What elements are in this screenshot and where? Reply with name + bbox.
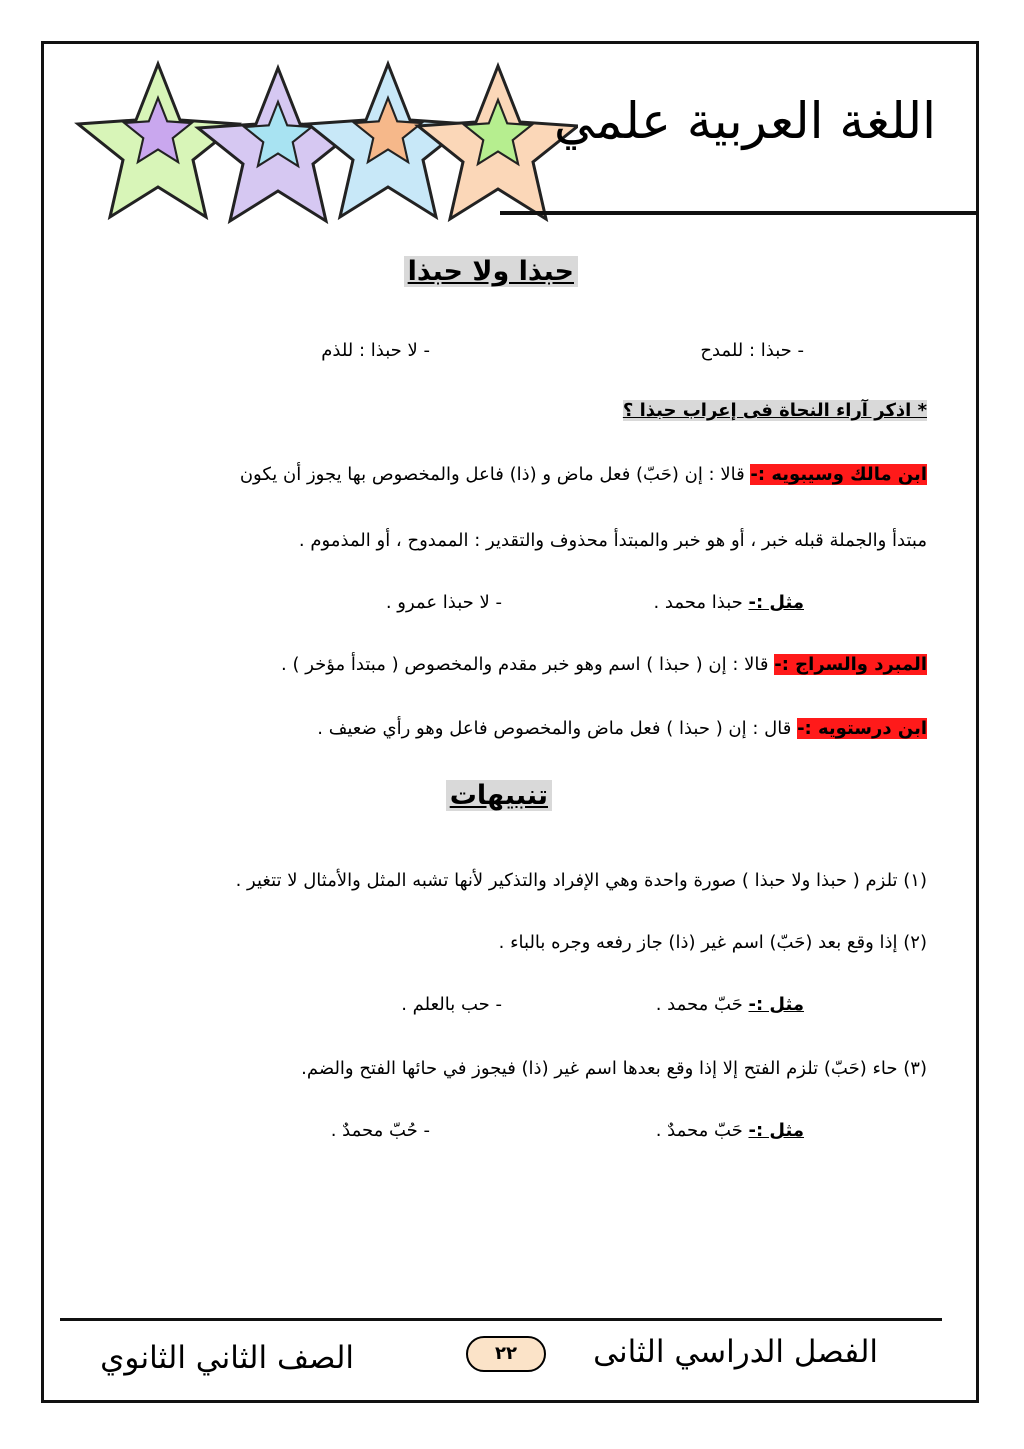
example-3b: - حُبّ محمدٌ . bbox=[330, 1120, 430, 1141]
stars-decoration bbox=[48, 52, 578, 232]
example-label: مثل :- bbox=[748, 1120, 804, 1141]
footer-divider bbox=[60, 1318, 942, 1321]
example-2b: - حب بالعلم . bbox=[401, 994, 502, 1015]
opinion-ibn-malik bbox=[240, 464, 927, 485]
praise-line: - حبذا : للمدح bbox=[700, 340, 804, 361]
section-heading: حبذا ولا حبذا bbox=[404, 256, 578, 287]
example-text: حَبّ محمدٌ . bbox=[655, 1120, 749, 1141]
question: * اذكر آراء النحاة فى إعراب حبذا ؟ bbox=[622, 400, 927, 421]
blame-line: - لا حبذا : للذم bbox=[321, 340, 430, 361]
opinion-text: قال : إن ( حبذا ) فعل ماض والمخصوص فاعل وهو رأي ضعيف . bbox=[317, 718, 798, 739]
opinion-label: ابن درستويه :- bbox=[797, 718, 927, 739]
note-1: (١) تلزم ( حبذا ولا حبذا ) صورة واحدة وهي الإفراد والتذكير لأنها تشبه المثل والأمثال لا تتغير . bbox=[235, 870, 927, 891]
opinion-label: المبرد والسراج :- bbox=[774, 654, 927, 675]
note-2: (٢) إذا وقع بعد (حَبّ) اسم غير (ذا) جاز رفعه وجره بالباء . bbox=[498, 932, 927, 953]
page-title: اللغة العربية علمي bbox=[553, 92, 936, 150]
opinion-ibn-durustawayh bbox=[317, 718, 927, 739]
page-number-badge: ٢٢ bbox=[466, 1336, 546, 1372]
grade-label: الصف الثاني الثانوي bbox=[100, 1340, 354, 1376]
example-label: مثل :- bbox=[748, 994, 804, 1015]
semester-label: الفصل الدراسي الثانى bbox=[593, 1334, 878, 1370]
opinion-ibn-malik-continued: مبتدأ والجملة قبله خبر ، أو هو خبر والمبتدأ محذوف والتقدير : الممدوح ، أو المذموم . bbox=[298, 530, 927, 551]
example-2a bbox=[656, 994, 804, 1015]
example-text: حبذا محمد . bbox=[653, 592, 749, 613]
example-label: مثل :- bbox=[748, 592, 804, 613]
example-3a bbox=[656, 1120, 804, 1141]
opinion-mubarrid bbox=[281, 654, 927, 675]
example-1a bbox=[653, 592, 804, 613]
opinion-text: قالا : إن (حَبّ) فعل ماض و (ذا) فاعل والمخصوص بها يجوز أن يكون bbox=[239, 464, 751, 485]
opinion-label: ابن مالك وسيبويه :- bbox=[750, 464, 927, 485]
opinion-text: قالا : إن ( حبذا ) اسم وهو خبر مقدم والمخصوص ( مبتدأ مؤخر ) . bbox=[281, 654, 775, 675]
example-1b: - لا حبذا عمرو . bbox=[385, 592, 502, 613]
note-3: (٣) حاء (حَبّ) تلزم الفتح إلا إذا وقع بعدها اسم غير (ذا) فيجوز في حائها الفتح والضم. bbox=[301, 1058, 927, 1079]
example-text: حَبّ محمد . bbox=[655, 994, 749, 1015]
notes-heading: تنبيهات bbox=[446, 780, 552, 811]
header-divider bbox=[500, 211, 978, 215]
